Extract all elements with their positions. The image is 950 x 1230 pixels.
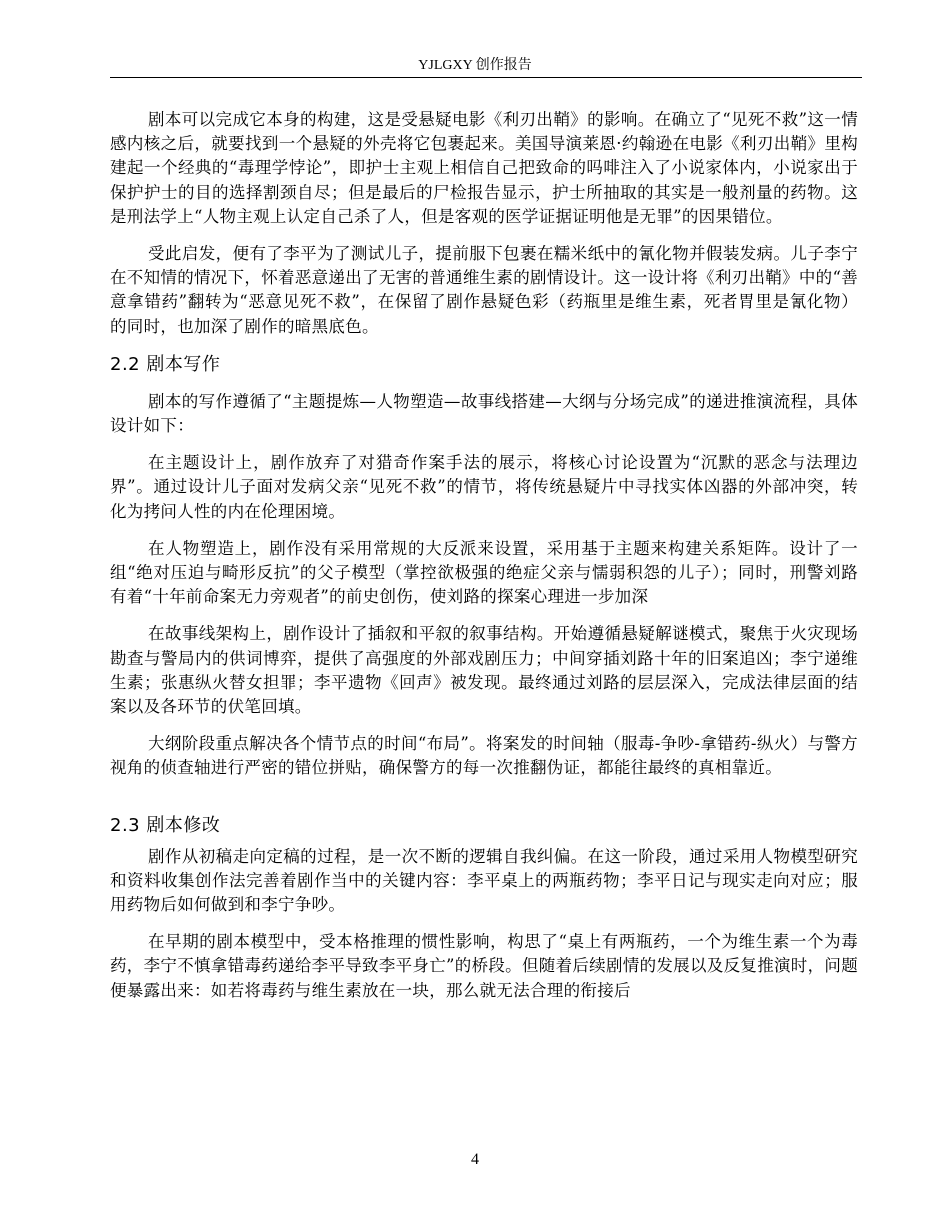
paragraph-writing-process: 剧本的写作遵循了“主题提炼—人物塑造—故事线搭建—大纲与分场完成”的递进推演流程，具体设计如下：	[110, 391, 858, 436]
paragraph-revision-process: 剧作从初稿走向定稿的过程，是一次不断的逻辑自我纠偏。在这一阶段，通过采用人物模型研究和资料收集创作法完善着剧作当中的关键内容：李平桌上的两瓶药物；李平日记与现实走向对应；服用药物后如何做到和李宁争吵。	[110, 846, 858, 915]
page-number: 4	[471, 1151, 479, 1168]
paragraph-outline-layout: 大纲阶段重点解决各个情节点的时间“布局”。将案发的时间轴（服毒-争吵-拿错药-纵火）与警方视角的侦查轴进行严密的错位拼贴，确保警方的每一次推翻伪证，都能往最终的真相靠近。	[110, 734, 858, 778]
paragraph-storyline-structure: 在故事线架构上，剧作设计了插叙和平叙的叙事结构。开始遵循悬疑解谜模式，聚焦于火灾现场勘查与警局内的供词博弈，提供了高强度的外部戏剧压力；中间穿插刘路十年的旧案追凶；李宁递维生素；张惠纵火替女担罪；李平遗物《回声》被发现。最终通过刘路的层层深入，完成法律层面的结案以及各环节的伏笔回填。	[110, 624, 858, 717]
paragraph-knives-out-influence: 剧本可以完成它本身的构建，这是受悬疑电影《利刃出鞘》的影响。在确立了“见死不救”这一情感内核之后，就要找到一个悬疑的外壳将它包裹起来。美国导演莱恩·约翰逊在电影《利刃出鞘》里构建起一个经典的“毒理学悖论”，即护士主观上相信自己把致命的吗啡注入了小说家体内，小说家出于保护护士的目的选择割颈自尽；但是最后的尸检报告显示，护士所抽取的其实是一般剂量的药物。这是刑法学上“人物主观上认定自己杀了人，但是客观的医学证据证明他是无罪”的因果错位。	[110, 110, 858, 226]
header-rule	[110, 77, 862, 78]
section-heading-script-writing: 2.2 剧本写作	[110, 353, 221, 375]
running-header: YJLGXY 创作报告	[418, 58, 532, 73]
body-content	[110, 108, 858, 1016]
paragraph-theme-design: 在主题设计上，剧作放弃了对猎奇作案手法的展示，将核心讨论设置为“沉默的恶念与法理边界”。通过设计儿子面对发病父亲“见死不救”的情节，将传统悬疑片中寻找实体凶器的外部冲突，转化为拷问人性的内在伦理困境。	[110, 453, 858, 521]
paragraph-character-design: 在人物塑造上，剧作没有采用常规的大反派来设置，采用基于主题来构建关系矩阵。设计了一组“绝对压迫与畸形反抗”的父子模型（掌控欲极强的绝症父亲与懦弱积怨的儿子）；同时，刑警刘路有着“十年前命案无力旁观者”的前史创伤，使刘路的探案心理进一步加深	[110, 538, 858, 607]
section-heading-script-revision: 2.3 剧本修改	[110, 814, 221, 836]
paragraph-plot-design: 受此启发，便有了李平为了测试儿子，提前服下包裹在糯米纸中的氰化物并假装发病。儿子李宁在不知情的情况下，怀着恶意递出了无害的普通维生素的剧情设计。这一设计将《利刃出鞘》中的“善意拿错药”翻转为“恶意见死不救”，在保留了剧作悬疑色彩（药瓶里是维生素，死者胃里是氰化物）的同时，也加深了剧作的暗黑底色。	[110, 244, 858, 336]
paragraph-early-model: 在早期的剧本模型中，受本格推理的惯性影响，构思了“桌上有两瓶药，一个为维生素一个为毒药，李宁不慎拿错毒药递给李平导致李平身亡”的桥段。但随着后续剧情的发展以及反复推演时，问题便暴露出来：如若将毒药与维生素放在一块，那么就无法合理的衔接后	[110, 932, 858, 1000]
